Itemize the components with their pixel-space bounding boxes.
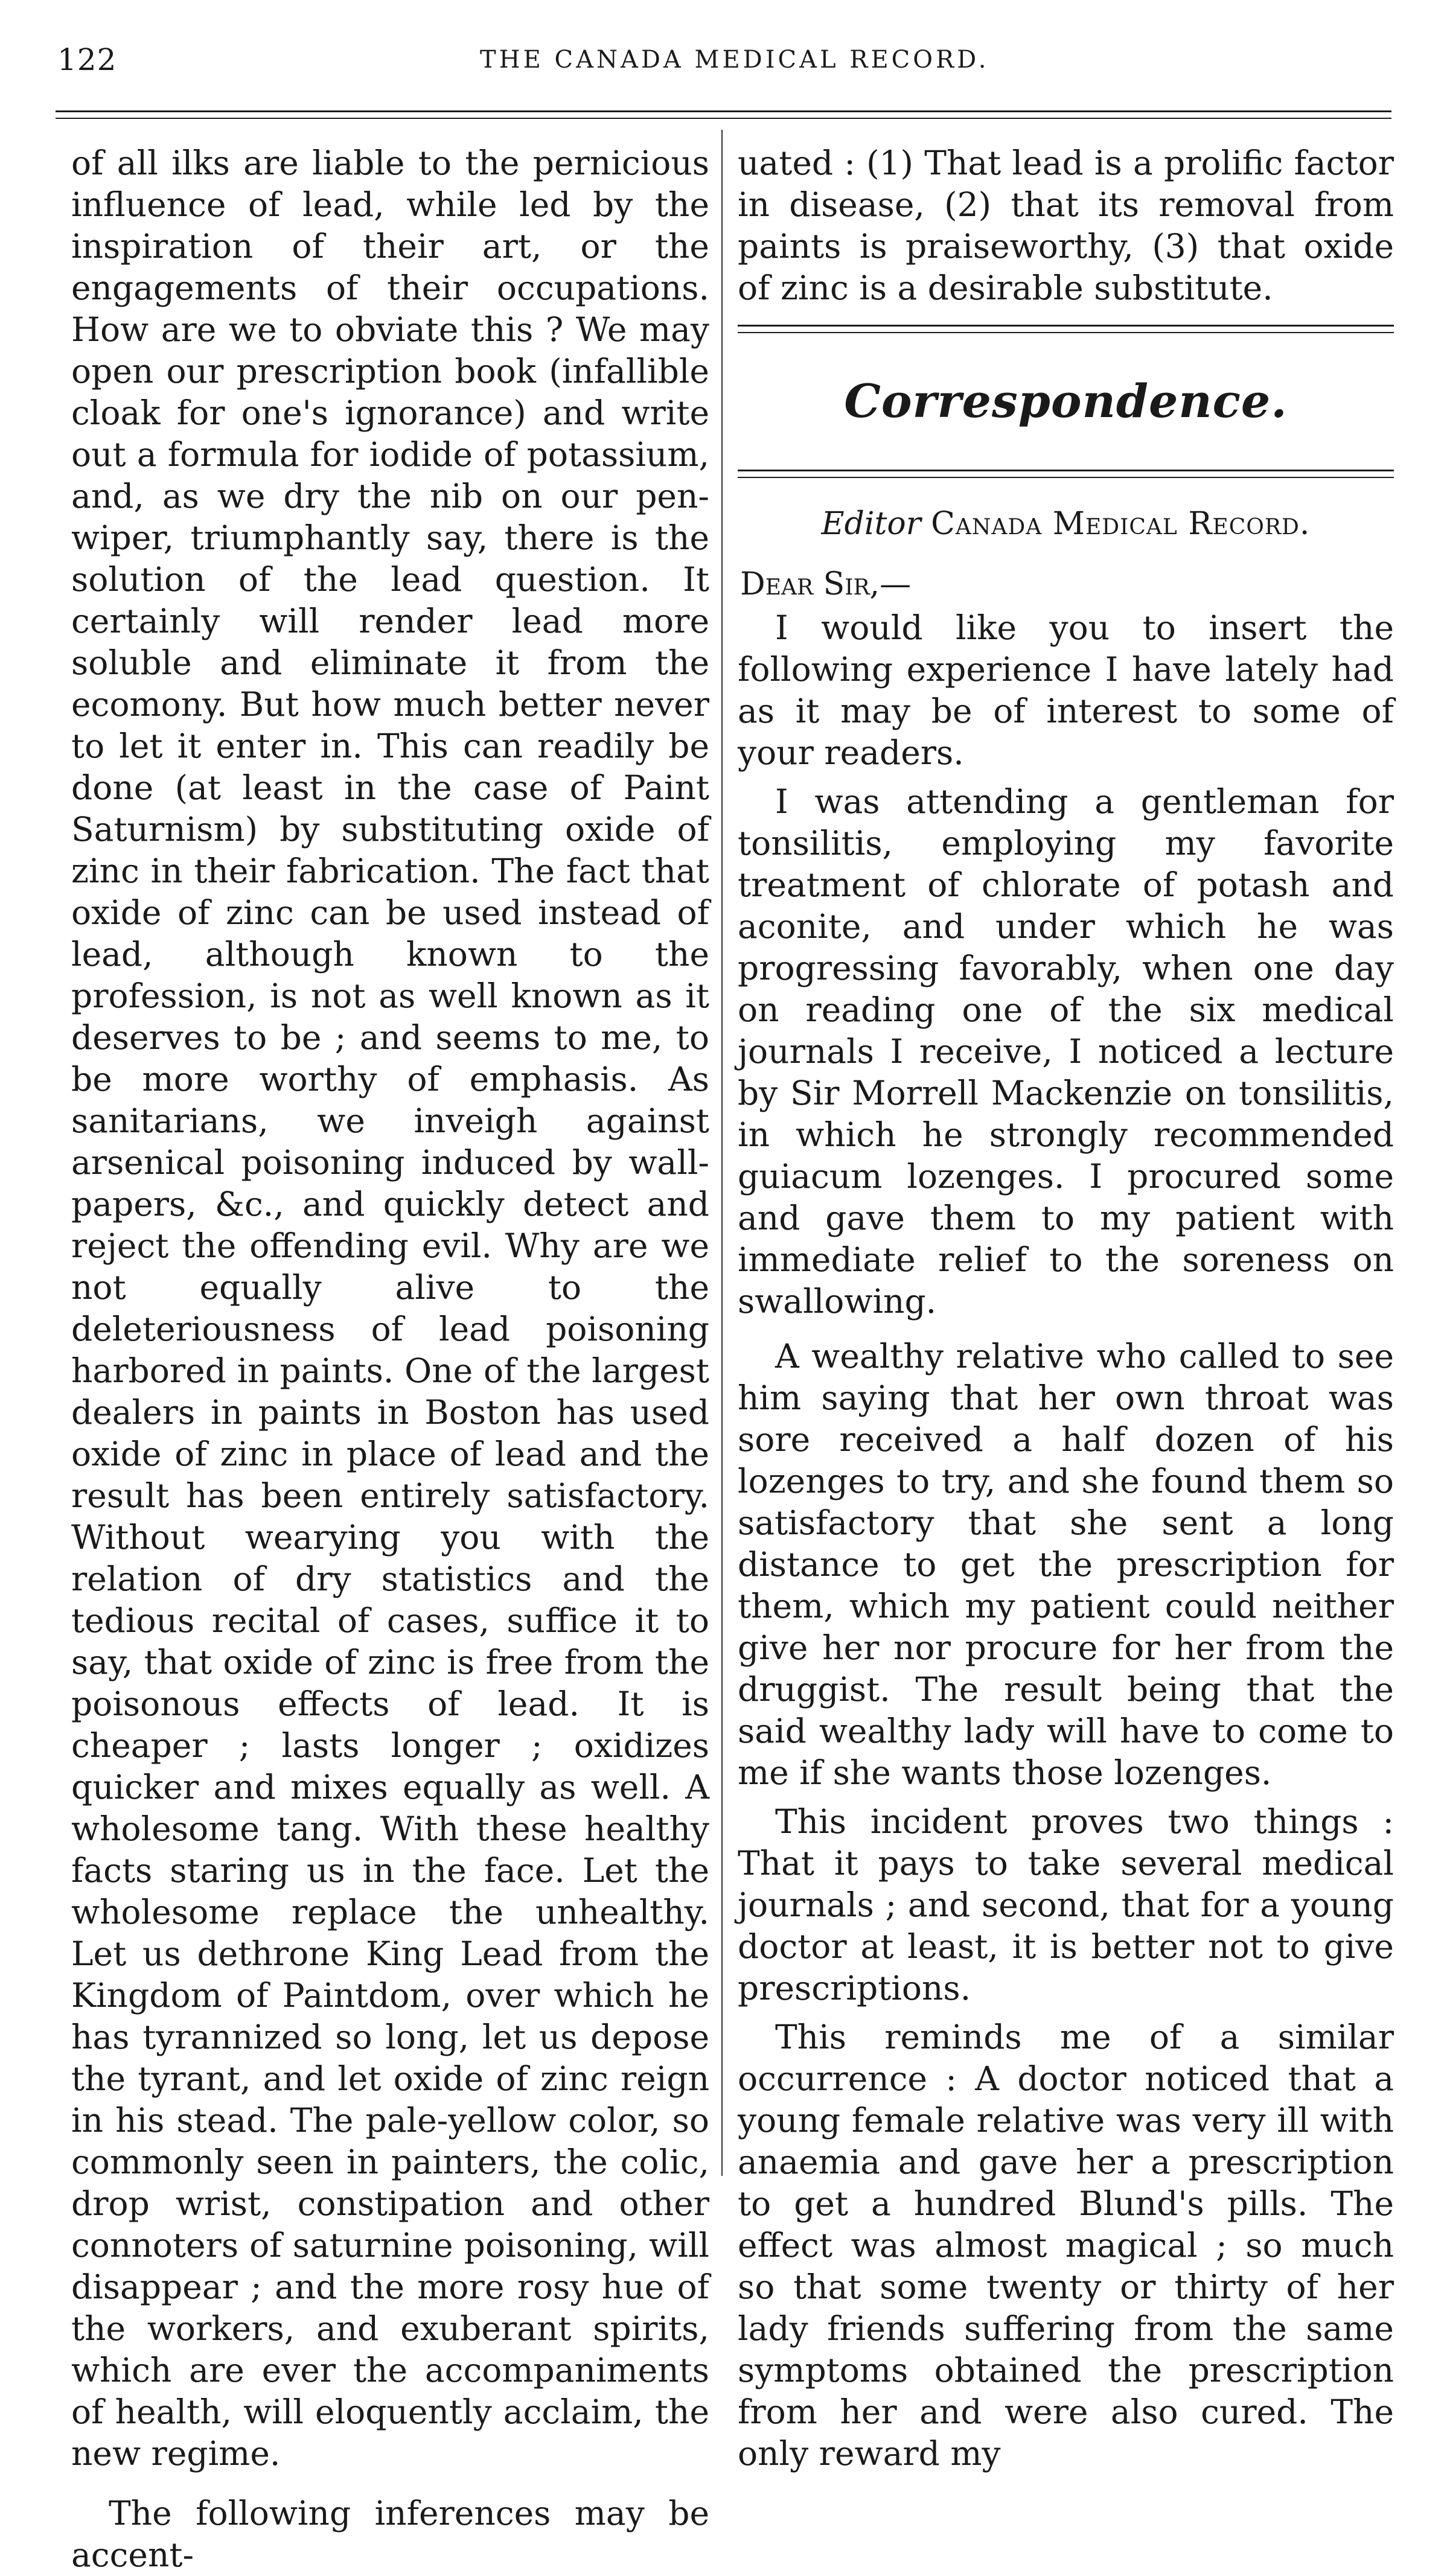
salutation: Dear Sir,—: [740, 566, 912, 602]
right-column-continuation: [738, 142, 1394, 309]
header-rule-top: [56, 110, 1391, 112]
letter-paragraph: I was attending a gentleman for tonsilitis, employing my favorite treatment of chlorate of potash and aconite, and under which he was progressing favorably, when one day on reading one of the six medical journals I receive, I noticed a lecture by Sir Morrell Mackenzie on tonsilitis, in which he strongly recommended guiacum lozenges. I procured some and gave them to my patient with immediate relief to the soreness on swallowing.: [738, 782, 1394, 1321]
left-column: [71, 142, 709, 2576]
section-rule-bottom-1: [738, 470, 1394, 471]
header-rule-bottom: [56, 118, 1391, 119]
column-separator: [721, 130, 723, 2176]
left-paragraph-1: of all ilks are liable to the pernicious influence of lead, while led by the inspiration of their art, or the engagements of their occupations. How are we to obviate this ? We may open our prescription book (infallible cloak for one's ignorance) and write out a formula for iodide of potassium, and, as we dry the nib on our pen-wiper, triumphantly say, there is the solution of the lead question. It certainly will render lead more soluble and eliminate it from the ecomony. But how much better never to let it enter in. This can readily be done (at least in the case of Paint Saturnism) by substituting oxide of zinc in their fabrication. The fact that oxide of zinc can be used instead of lead, although known to the profession, is not as well known as it deserves to be ; and seems to me, to be more worthy of emphasis. As sanitarians, we inveigh against arsenical poisoning induced by wall-papers, &c., and quickly detect and reject the offending evil. Why are we not equally alive to the deleteriousness of lead poisoning harbored in paints. One of the largest dealers in paints in Boston has used oxide of zinc in place of lead and the result has been entirely satisfactory. Without wearying you with the relation of dry statistics and the tedious recital of cases, suffice it to say, that oxide of zinc is free from the poisonous effects of lead. It is cheaper ; lasts longer ; oxidizes quicker and mixes equally as well. A wholesome tang. With these healthy facts staring us in the face. Let the wholesome replace the unhealthy. Let us dethrone King Lead from the Kingdom of Paintdom, over which he has tyrannized so long, let us depose the tyrant, and let oxide of zinc reign in his stead. The pale-yellow color, so commonly seen in painters, the colic, drop wrist, constipation and other connoters of saturnine poisoning, will disappear ; and the more rosy hue of the workers, and exuberant spirits, which are ever the accompaniments of health, will eloquently acclaim, the new regime.: [71, 144, 709, 2473]
editor-address: [738, 506, 1394, 542]
left-paragraph-2: The following inferences may be accent-: [71, 2494, 709, 2574]
letter-body: [738, 607, 1394, 2482]
section-rule-top-2: [738, 332, 1394, 333]
section-rule-top-1: [738, 325, 1394, 327]
right-continuation-paragraph: uated : (1) That lead is a prolific factor in disease, (2) that its removal from paints is praiseworthy, (3) that oxide of zinc is a desirable substitute.: [738, 144, 1394, 307]
letter-paragraph: This incident proves two things : That it pays to take several medical journals ; and second, that for a young doctor at least, it is better not to give prescriptions.: [738, 1802, 1394, 2007]
page-header: [0, 42, 1447, 78]
section-heading: Correspondence.: [844, 374, 1288, 428]
letter-paragraph: I would like you to insert the following experience I have lately had as it may be of interest to some of your readers.: [738, 608, 1394, 772]
running-head: THE CANADA MEDICAL RECORD.: [480, 46, 989, 74]
page-number: 122: [57, 42, 117, 77]
letter-paragraph: This reminds me of a similar occurrence : A doctor noticed that a young female relative was very ill with anaemia and gave her a prescription to get a hundred Blund's pills. The effect was almost magical ; so much so that some twenty or thirty of her lady friends suffering from the same symptoms obtained the prescription from her and were also cured. The only reward my: [738, 2018, 1394, 2473]
letter-paragraph: A wealthy relative who called to see him saying that her own throat was sore received a half dozen of his lozenges to try, and she found them so satisfactory that she sent a long distance to get the prescription for them, which my patient could neither give her nor procure for her from the druggist. The result being that the said wealthy lady will have to come to me if she wants those lozenges.: [738, 1337, 1394, 1792]
section-rule-bottom-2: [738, 477, 1394, 478]
journal-name: Canada Medical Record.: [931, 506, 1311, 542]
editor-word: Editor: [821, 506, 921, 542]
